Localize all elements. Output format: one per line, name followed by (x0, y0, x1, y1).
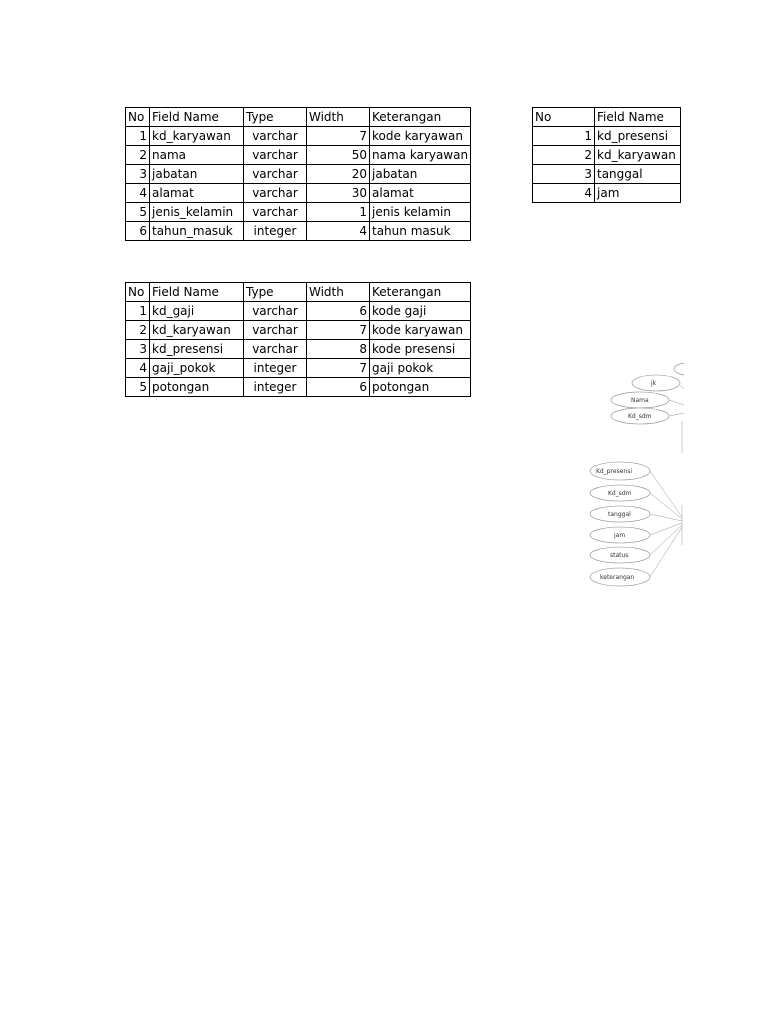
cell-width: 50 (307, 146, 370, 165)
erd-connector (669, 400, 684, 405)
cell-no: 3 (126, 340, 150, 359)
table-header-row (533, 108, 681, 127)
cell-field-name: tahun_masuk (150, 222, 244, 241)
cell-field-name: kd_karyawan (150, 127, 244, 146)
cell-field-name: tanggal (595, 165, 681, 184)
erd-attr-label: status (610, 552, 629, 559)
erd-attr-label: keterangan (600, 574, 635, 581)
cell-field-name: kd_karyawan (595, 146, 681, 165)
table-header-row (126, 283, 471, 302)
erd-attr-label: jk (651, 380, 657, 387)
erd-attr-label: jam (614, 532, 626, 539)
cell-keterangan: kode gaji (370, 302, 471, 321)
cell-field-name: alamat (150, 184, 244, 203)
erd-attr-ellipse (674, 362, 684, 376)
cell-no: 3 (126, 165, 150, 184)
cell-field-name: kd_gaji (150, 302, 244, 321)
table-row (533, 146, 681, 165)
cell-field-name: jenis_kelamin (150, 203, 244, 222)
table-row (533, 184, 681, 203)
cell-type: varchar (244, 321, 307, 340)
table-row (533, 127, 681, 146)
table-row (126, 222, 471, 241)
cell-keterangan: kode karyawan (370, 127, 471, 146)
cell-no: 2 (126, 321, 150, 340)
cell-field-name: kd_presensi (595, 127, 681, 146)
erd-attr-label: Kd_sdm (608, 490, 632, 497)
header-cell: Field Name (595, 108, 681, 127)
cell-keterangan: potongan (370, 378, 471, 397)
cell-keterangan: jenis kelamin (370, 203, 471, 222)
table-row (126, 203, 471, 222)
cell-field-name: jabatan (150, 165, 244, 184)
cell-no: 1 (126, 302, 150, 321)
cell-type: varchar (244, 340, 307, 359)
table-row (126, 378, 471, 397)
cell-width: 6 (307, 378, 370, 397)
cell-keterangan: kode presensi (370, 340, 471, 359)
erd-connector (650, 525, 682, 555)
header-cell: Type (244, 283, 307, 302)
table-karyawan (125, 107, 471, 241)
cell-type: varchar (244, 203, 307, 222)
cell-width: 6 (307, 302, 370, 321)
table-presensi (532, 107, 681, 203)
cell-field-name: kd_presensi (150, 340, 244, 359)
table-row (126, 302, 471, 321)
cell-no: 6 (126, 222, 150, 241)
cell-keterangan: kode karyawan (370, 321, 471, 340)
header-cell: No (126, 108, 150, 127)
erd-attr-label: Nama (631, 397, 649, 404)
cell-no: 3 (533, 165, 595, 184)
header-cell: Width (307, 283, 370, 302)
cell-type: varchar (244, 184, 307, 203)
erd-connector (650, 523, 682, 535)
cell-type: integer (244, 378, 307, 397)
cell-field-name: nama (150, 146, 244, 165)
erd-attr-label: Kd_sdm (628, 413, 652, 420)
cell-field-name: gaji_pokok (150, 359, 244, 378)
cell-no: 4 (533, 184, 595, 203)
cell-no: 4 (126, 359, 150, 378)
cell-no: 5 (126, 378, 150, 397)
table-presensi-body (533, 108, 681, 203)
table-row (126, 165, 471, 184)
table-row (126, 340, 471, 359)
header-cell: No (533, 108, 595, 127)
header-cell: Keterangan (370, 283, 471, 302)
cell-type: integer (244, 222, 307, 241)
cell-no: 1 (533, 127, 595, 146)
cell-type: varchar (244, 302, 307, 321)
er-diagram-fragment (586, 355, 684, 755)
cell-width: 4 (307, 222, 370, 241)
erd-connector (650, 527, 682, 577)
table-row (126, 184, 471, 203)
cell-type: integer (244, 359, 307, 378)
cell-type: varchar (244, 146, 307, 165)
cell-keterangan: tahun masuk (370, 222, 471, 241)
cell-width: 30 (307, 184, 370, 203)
cell-width: 20 (307, 165, 370, 184)
cell-no: 1 (126, 127, 150, 146)
erd-connector (680, 385, 684, 389)
table-row (126, 321, 471, 340)
cell-no: 5 (126, 203, 150, 222)
erd-connector (669, 413, 684, 416)
cell-width: 7 (307, 359, 370, 378)
header-cell: Keterangan (370, 108, 471, 127)
cell-keterangan: gaji pokok (370, 359, 471, 378)
table-gaji (125, 282, 471, 397)
cell-keterangan: nama karyawan (370, 146, 471, 165)
cell-no: 2 (533, 146, 595, 165)
cell-field-name: potongan (150, 378, 244, 397)
cell-type: varchar (244, 127, 307, 146)
cell-no: 2 (126, 146, 150, 165)
cell-width: 1 (307, 203, 370, 222)
table-row (126, 127, 471, 146)
cell-no: 4 (126, 184, 150, 203)
cell-width: 8 (307, 340, 370, 359)
cell-field-name: kd_karyawan (150, 321, 244, 340)
header-cell: Width (307, 108, 370, 127)
cell-keterangan: jabatan (370, 165, 471, 184)
table-row (126, 146, 471, 165)
table-row (126, 359, 471, 378)
cell-width: 7 (307, 321, 370, 340)
erd-attr-label: Kd_presensi (596, 468, 632, 475)
header-cell: Field Name (150, 283, 244, 302)
table-row (533, 165, 681, 184)
table-gaji-body (126, 283, 471, 397)
erd-attr-label: tanggal (608, 511, 631, 518)
header-cell: No (126, 283, 150, 302)
cell-type: varchar (244, 165, 307, 184)
erd-connector (650, 471, 682, 517)
cell-field-name: jam (595, 184, 681, 203)
cell-keterangan: alamat (370, 184, 471, 203)
header-cell: Type (244, 108, 307, 127)
table-karyawan-body (126, 108, 471, 241)
cell-width: 7 (307, 127, 370, 146)
header-cell: Field Name (150, 108, 244, 127)
table-header-row (126, 108, 471, 127)
